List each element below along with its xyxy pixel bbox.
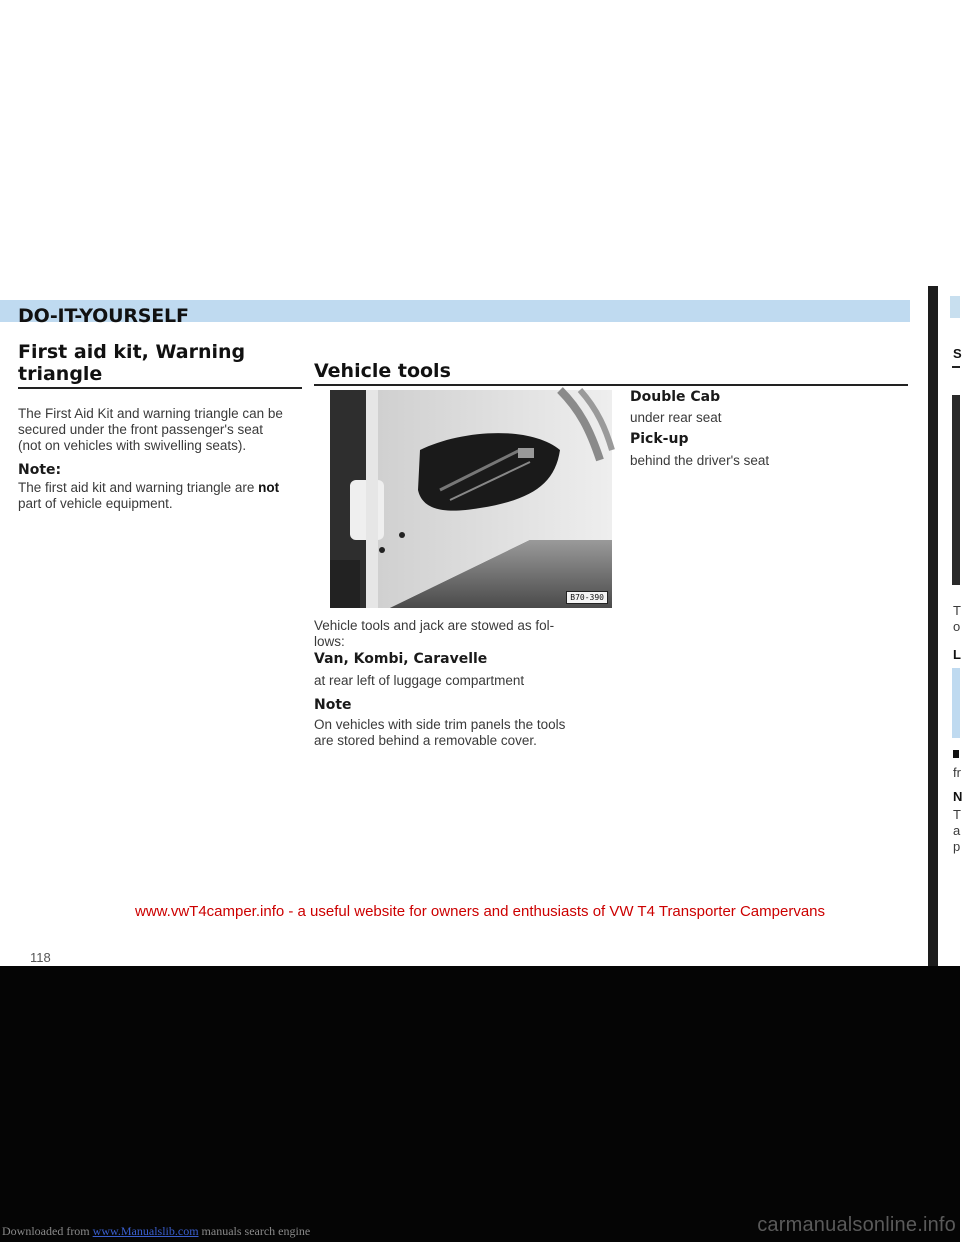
first-aid-note-line1 bbox=[18, 480, 279, 496]
vehicle-tools-heading-rule bbox=[314, 384, 908, 386]
van-kombi-caravelle-text: at rear left of luggage compartment bbox=[314, 673, 525, 688]
next-page-rule-edge bbox=[952, 366, 960, 368]
next-page-heading-glyph: S bbox=[953, 346, 962, 361]
page-gutter bbox=[928, 286, 938, 966]
next-page-glyph-5: fr bbox=[953, 765, 961, 780]
watermark-text: www.vwT4camper.info - a useful website for owners and enthusiasts of VW T4 Transporter Campervans bbox=[134, 903, 826, 920]
first-aid-para-line2: secured under the front passenger's seat bbox=[18, 422, 263, 437]
next-page-glyph-4: L bbox=[953, 647, 961, 662]
first-aid-note-line1-text: The first aid kit and warning triangle are bbox=[18, 480, 259, 495]
vehicle-tools-note-line1: On vehicles with side trim panels the tools bbox=[314, 717, 566, 732]
first-aid-para-line3: (not on vehicles with swivelling seats). bbox=[18, 438, 247, 453]
first-aid-heading-line2: triangle bbox=[18, 363, 103, 385]
first-aid-note-line2: part of vehicle equipment. bbox=[18, 496, 173, 511]
vehicle-tools-note-label: Note bbox=[314, 697, 352, 713]
next-page-glyph-7: T bbox=[953, 807, 961, 822]
next-page-photo-edge bbox=[952, 395, 960, 585]
next-page-blue-box-edge bbox=[952, 668, 960, 738]
download-prefix: Downloaded from bbox=[2, 1224, 93, 1238]
double-cab-text: under rear seat bbox=[630, 410, 722, 425]
vehicle-tools-heading: Vehicle tools bbox=[314, 360, 451, 382]
first-aid-note-label: Note: bbox=[18, 462, 62, 478]
pick-up-heading: Pick-up bbox=[630, 431, 689, 447]
vehicle-tools-intro-line1: Vehicle tools and jack are stowed as fol- bbox=[314, 618, 555, 633]
section-header-band-edge bbox=[950, 296, 960, 318]
first-aid-heading-line1: First aid kit, Warning bbox=[18, 341, 246, 363]
photo-reference-code: B70-390 bbox=[566, 591, 608, 604]
next-page-glyph-9: p bbox=[953, 839, 961, 854]
pick-up-text: behind the driver's seat bbox=[630, 453, 770, 468]
next-page-glyph-8: a bbox=[953, 823, 961, 838]
next-page-bullet bbox=[953, 750, 959, 758]
next-page-glyph-2: T bbox=[953, 603, 961, 618]
first-aid-note-emphasis: not bbox=[258, 480, 280, 495]
first-aid-para-line1: The First Aid Kit and warning triangle can be bbox=[18, 406, 283, 421]
vehicle-tools-intro-line2: lows: bbox=[314, 634, 345, 649]
download-attribution bbox=[2, 1224, 310, 1239]
van-kombi-caravelle-heading: Van, Kombi, Caravelle bbox=[314, 651, 488, 667]
vehicle-tools-photo-illustration bbox=[330, 390, 612, 608]
scan-background bbox=[0, 966, 960, 1242]
next-page-glyph-3: o bbox=[953, 619, 961, 634]
first-aid-heading-rule bbox=[18, 387, 302, 389]
vehicle-tools-note-line2: are stored behind a removable cover. bbox=[314, 733, 537, 748]
download-suffix: manuals search engine bbox=[198, 1224, 311, 1238]
vehicle-tools-photo bbox=[330, 390, 612, 608]
site-watermark-logo: carmanualsonline.info bbox=[757, 1214, 956, 1236]
page-number: 118 bbox=[30, 950, 51, 965]
next-page-glyph-6: N bbox=[953, 789, 962, 804]
section-title: DO-IT-YOURSELF bbox=[18, 305, 189, 327]
manualslib-link[interactable]: www.Manualslib.com bbox=[92, 1224, 199, 1238]
double-cab-heading: Double Cab bbox=[630, 389, 721, 405]
